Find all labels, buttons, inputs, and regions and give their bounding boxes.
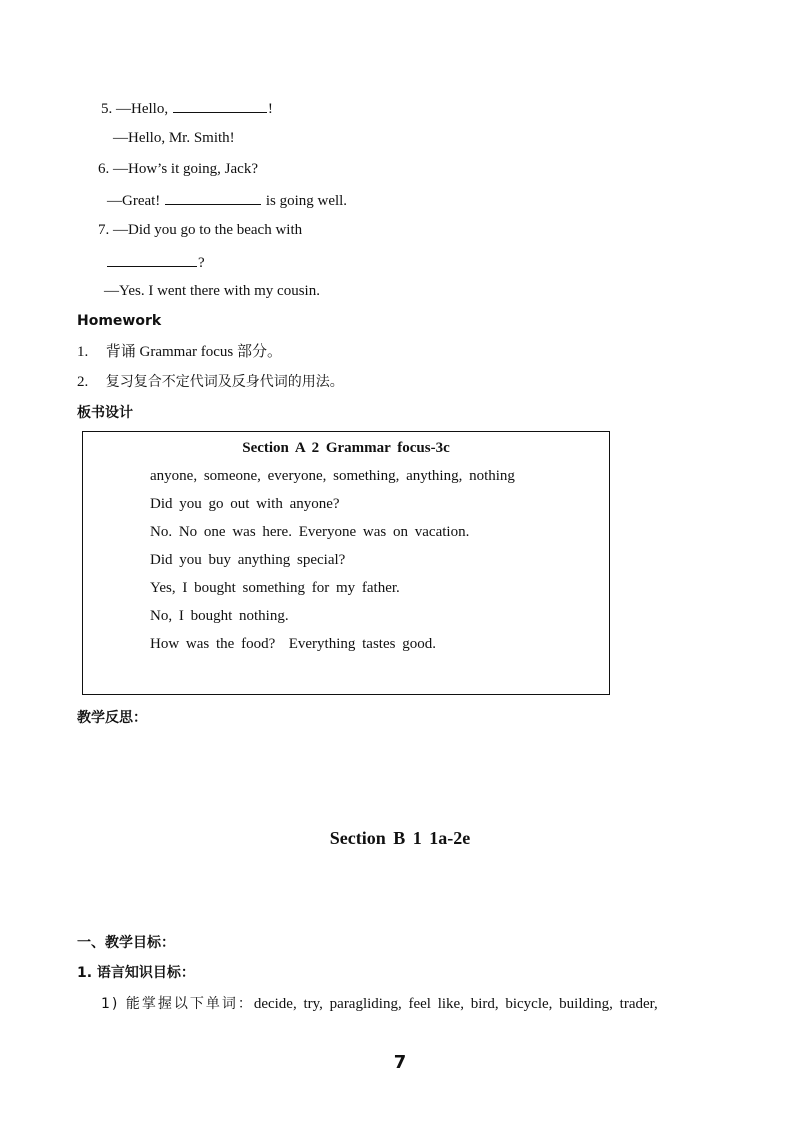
exercise-7-punct: ? [198, 255, 205, 271]
exercise-7-line-1: 7. —Did you go to the beach with [98, 222, 303, 238]
exercise-6-text-end: is going well. [265, 193, 348, 209]
homework-item-text: 复习复合不定代词及反身代词的用法。 [105, 374, 344, 390]
board-line: How was the food? Everything tastes good. [150, 636, 436, 652]
board-title: Section A 2 Grammar focus-3c [242, 440, 450, 456]
knowledge-goals-heading: 1. 语言知识目标： [77, 965, 195, 981]
answer-blank[interactable] [165, 190, 261, 205]
exercise-5-line-2: —Hello, Mr. Smith! [113, 130, 235, 146]
board-line: No, I bought nothing. [150, 608, 289, 624]
homework-item-number: 1. [77, 344, 89, 360]
board-box [82, 431, 610, 695]
section-b-title: Section B 1 1a-2e [329, 828, 471, 848]
answer-blank[interactable] [107, 252, 197, 267]
exercise-6-line-2 [107, 190, 347, 210]
reflection-heading: 教学反思： [77, 710, 147, 726]
exercise-7-line-2 [106, 252, 205, 272]
goal-item-words: decide, try, paragliding, feel like, bird, bicycle, building, trader, [253, 996, 658, 1012]
board-line: Did you buy anything special? [150, 552, 346, 568]
exercise-5-punct: ! [267, 101, 273, 117]
board-line: Did you go out with anyone? [150, 496, 340, 512]
goal-item-1 [101, 995, 658, 1013]
answer-blank[interactable] [173, 98, 267, 113]
homework-item-1 [77, 343, 282, 361]
board-line: No. No one was here. Everyone was on vacation. [150, 524, 470, 540]
homework-heading: Homework [77, 313, 162, 329]
goals-heading: 一、教学目标： [77, 935, 175, 951]
exercise-7-line-3: —Yes. I went there with my cousin. [104, 283, 320, 299]
exercise-5-line-1 [101, 98, 273, 118]
page-number: 7 [393, 1052, 407, 1073]
board-line: Yes, I bought something for my father. [150, 580, 400, 596]
homework-item-number: 2. [77, 374, 89, 390]
homework-item-2 [77, 373, 344, 391]
board-line: anyone, someone, everyone, something, anything, nothing [150, 468, 515, 484]
exercise-6-line-1: 6. —How’s it going, Jack? [98, 161, 258, 177]
exercise-6-text: —Great! [107, 193, 161, 209]
exercise-5-text: 5. —Hello, [101, 101, 169, 117]
goal-item-prefix: 1) 能掌握以下单词： [101, 996, 254, 1012]
homework-item-text: 背诵 Grammar focus 部分。 [105, 344, 282, 360]
board-heading: 板书设计 [77, 405, 133, 421]
